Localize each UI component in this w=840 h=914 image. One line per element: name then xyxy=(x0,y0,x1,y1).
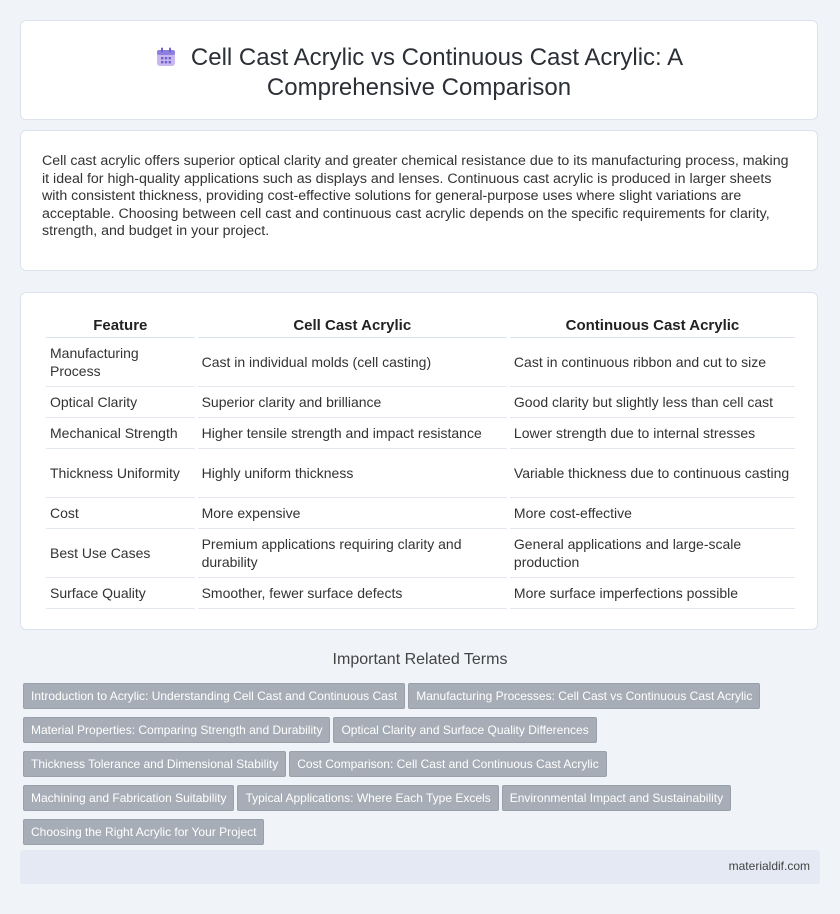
comparison-table xyxy=(43,313,798,609)
cell-cast-cell: Superior clarity and brilliance xyxy=(198,387,507,418)
header-card xyxy=(20,20,818,120)
related-term-link[interactable]: Manufacturing Processes: Cell Cast vs Continuous Cast Acrylic xyxy=(408,683,760,709)
cell-cast-cell: Premium applications requiring clarity and durability xyxy=(198,529,507,578)
related-term-link[interactable]: Environmental Impact and Sustainability xyxy=(502,785,731,811)
feature-cell: Surface Quality xyxy=(46,578,195,609)
page-title: Cell Cast Acrylic vs Continuous Cast Acrylic: A Comprehensive Comparison xyxy=(190,44,684,101)
comparison-card xyxy=(20,292,818,630)
continuous-cast-cell: General applications and large-scale production xyxy=(510,529,795,578)
continuous-cast-cell: Good clarity but slightly less than cell cast xyxy=(510,387,795,418)
related-term-link[interactable]: Introduction to Acrylic: Understanding Cell Cast and Continuous Cast xyxy=(23,683,405,709)
table-row xyxy=(46,578,795,609)
table-row xyxy=(46,387,795,418)
feature-cell: Manufacturing Process xyxy=(46,338,195,387)
continuous-cast-cell: Variable thickness due to continuous casting xyxy=(510,449,795,498)
related-term-link[interactable]: Cost Comparison: Cell Cast and Continuous Cast Acrylic xyxy=(289,751,606,777)
cell-cast-cell: Smoother, fewer surface defects xyxy=(198,578,507,609)
continuous-cast-cell: More cost-effective xyxy=(510,498,795,529)
related-terms-list xyxy=(23,683,783,853)
feature-cell: Mechanical Strength xyxy=(46,418,195,449)
cell-cast-cell: Cast in individual molds (cell casting) xyxy=(198,338,507,387)
feature-cell: Best Use Cases xyxy=(46,529,195,578)
related-term-link[interactable]: Optical Clarity and Surface Quality Differences xyxy=(333,717,596,743)
cell-cast-cell: More expensive xyxy=(198,498,507,529)
feature-cell: Cost xyxy=(46,498,195,529)
related-term-link[interactable]: Thickness Tolerance and Dimensional Stability xyxy=(23,751,286,777)
table-row xyxy=(46,449,795,498)
related-term-link[interactable]: Material Properties: Comparing Strength and Durability xyxy=(23,717,330,743)
feature-cell: Optical Clarity xyxy=(46,387,195,418)
table-row xyxy=(46,498,795,529)
footer-site-link[interactable]: materialdif.com xyxy=(728,859,810,873)
table-row xyxy=(46,338,795,387)
continuous-cast-cell: Cast in continuous ribbon and cut to size xyxy=(510,338,795,387)
page-title-wrap xyxy=(21,43,817,103)
related-terms-title: Important Related Terms xyxy=(332,651,508,668)
continuous-cast-cell: More surface imperfections possible xyxy=(510,578,795,609)
summary-card xyxy=(20,130,818,271)
summary-text: Cell cast acrylic offers superior optical clarity and greater chemical resistance due to its manufacturing process, making it ideal for high-quality applications such as displays and lenses. Continuous cast acrylic is produced in larger sheets with consistent thickness, providing cost-effective solutions for general-purpose uses where slight variations are acceptable. Choosing between cell cast and continuous cast acrylic depends on the specific requirements for clarity, strength, and budget in your project. xyxy=(42,153,789,240)
cell-cast-cell: Highly uniform thickness xyxy=(198,449,507,498)
footer xyxy=(20,850,820,884)
related-term-link[interactable]: Machining and Fabrication Suitability xyxy=(23,785,234,811)
continuous-cast-cell: Lower strength due to internal stresses xyxy=(510,418,795,449)
header-cell-cast: Cell Cast Acrylic xyxy=(198,313,507,338)
table-row xyxy=(46,418,795,449)
calendar-grid-icon xyxy=(155,46,177,68)
related-term-link[interactable]: Choosing the Right Acrylic for Your Project xyxy=(23,819,264,845)
table-header-row xyxy=(46,313,795,338)
related-term-link[interactable]: Typical Applications: Where Each Type Excels xyxy=(237,785,498,811)
header-continuous-cast: Continuous Cast Acrylic xyxy=(510,313,795,338)
cell-cast-cell: Higher tensile strength and impact resistance xyxy=(198,418,507,449)
table-row xyxy=(46,529,795,578)
feature-cell: Thickness Uniformity xyxy=(46,449,195,498)
header-feature: Feature xyxy=(46,313,195,338)
